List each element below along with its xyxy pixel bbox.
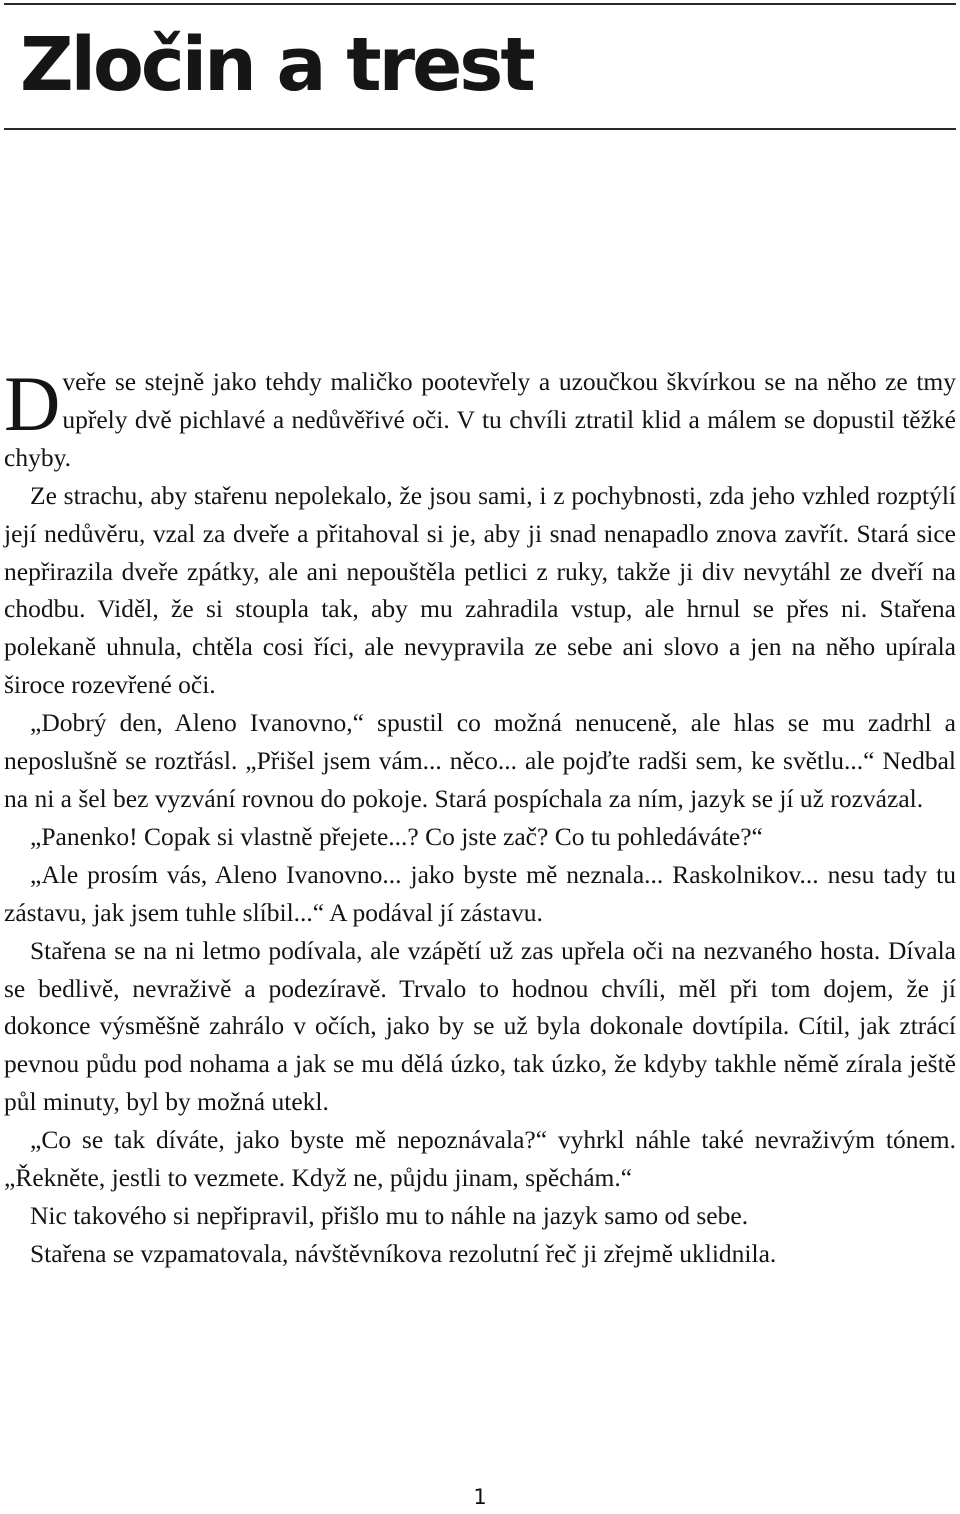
chapter-title: Zločin a trest bbox=[20, 22, 533, 108]
paragraph-9: Stařena se vzpamatovala, návštěvníkova rezolutní řeč ji zřejmě uklidnila. bbox=[30, 1238, 777, 1268]
paragraph-8: Nic takového si nepřipravil, přišlo mu to náhle na jazyk samo od sebe. bbox=[30, 1200, 749, 1230]
top-rule bbox=[4, 3, 956, 5]
paragraph-6: Stařena se na ni letmo podívala, ale vzápětí už zas upřela oči na nezvaného hosta. Dívala se bedlivě, nevraživě a podezíravě. Trvalo to hodnou chvíli, měl při tom dojem, že jí dokonce výsměšně zahrálo v očích, jako by se už byla dokonale dovtípila. Cítil, jak ztrácí pevnou půdu pod nohama a jak se mu dělá úzko, tak úzko, že kdyby takhle němě zírala ještě půl minuty, byl by možná utekl. bbox=[4, 935, 956, 1117]
body-text bbox=[4, 360, 956, 1273]
paragraph-2: Ze strachu, aby stařenu nepolekalo, že jsou sami, i z pochybnosti, zda jeho vzhled rozptýlí její nedůvěru, vzal za dveře a přitahoval si je, aby ji snad nenapadlo znova zavřít. Stará sice nepřirazila dveře zpátky, ale ani nepouštěla petlici z ruky, takže ji div nevytáhl ze dveří na chodbu. Viděl, že si stoupla tak, aby mu zahradila vstup, ale hrnul se přes ni. Stařena polekaně uhnula, chtěla cosi říci, ale nevypravila ze sebe ani slovo a jen na něho upírala široce rozevřené oči. bbox=[4, 480, 956, 700]
title-underline-rule bbox=[4, 128, 956, 130]
page-number: 1 bbox=[473, 1485, 487, 1509]
drop-cap: D bbox=[4, 360, 61, 447]
paragraph-3: „Dobrý den, Aleno Ivanovno,“ spustil co možná nenuceně, ale hlas se mu zadrhl a neposlušně se roztřásl. „Přišel jsem vám... něco... ale pojďte radši sem, ke světlu...“ Nedbal na ni a šel bez vyzvání rovnou do pokoje. Stará pospíchala za ním, jazyk se jí už rozvázal. bbox=[4, 708, 956, 813]
paragraph-4: „Panenko! Copak si vlastně přejete...? Co jste zač? Co tu pohledáváte?“ bbox=[30, 821, 763, 851]
paragraph-1-text: veře se stejně jako tehdy maličko pootevřely a uzoučkou škvírkou se na něho ze tmy upřely dvě pichlavé a nedůvěřivé oči. V tu chvíli ztratil klid a málem se dopustil těžké chyby. bbox=[4, 367, 956, 472]
paragraph-7: „Co se tak díváte, jako byste mě nepoznávala?“ vyhrkl náhle také nevraživým tónem. „Řekněte, jestli to vezmete. Když ne, půjdu jinam, spěchám.“ bbox=[4, 1125, 956, 1193]
paragraph-5: „Ale prosím vás, Aleno Ivanovno... jako byste mě neznala... Raskolnikov... nesu tady tu zástavu, jak jsem tuhle slíbil...“ A podával jí zástavu. bbox=[4, 859, 956, 927]
paragraph-1 bbox=[4, 360, 956, 477]
